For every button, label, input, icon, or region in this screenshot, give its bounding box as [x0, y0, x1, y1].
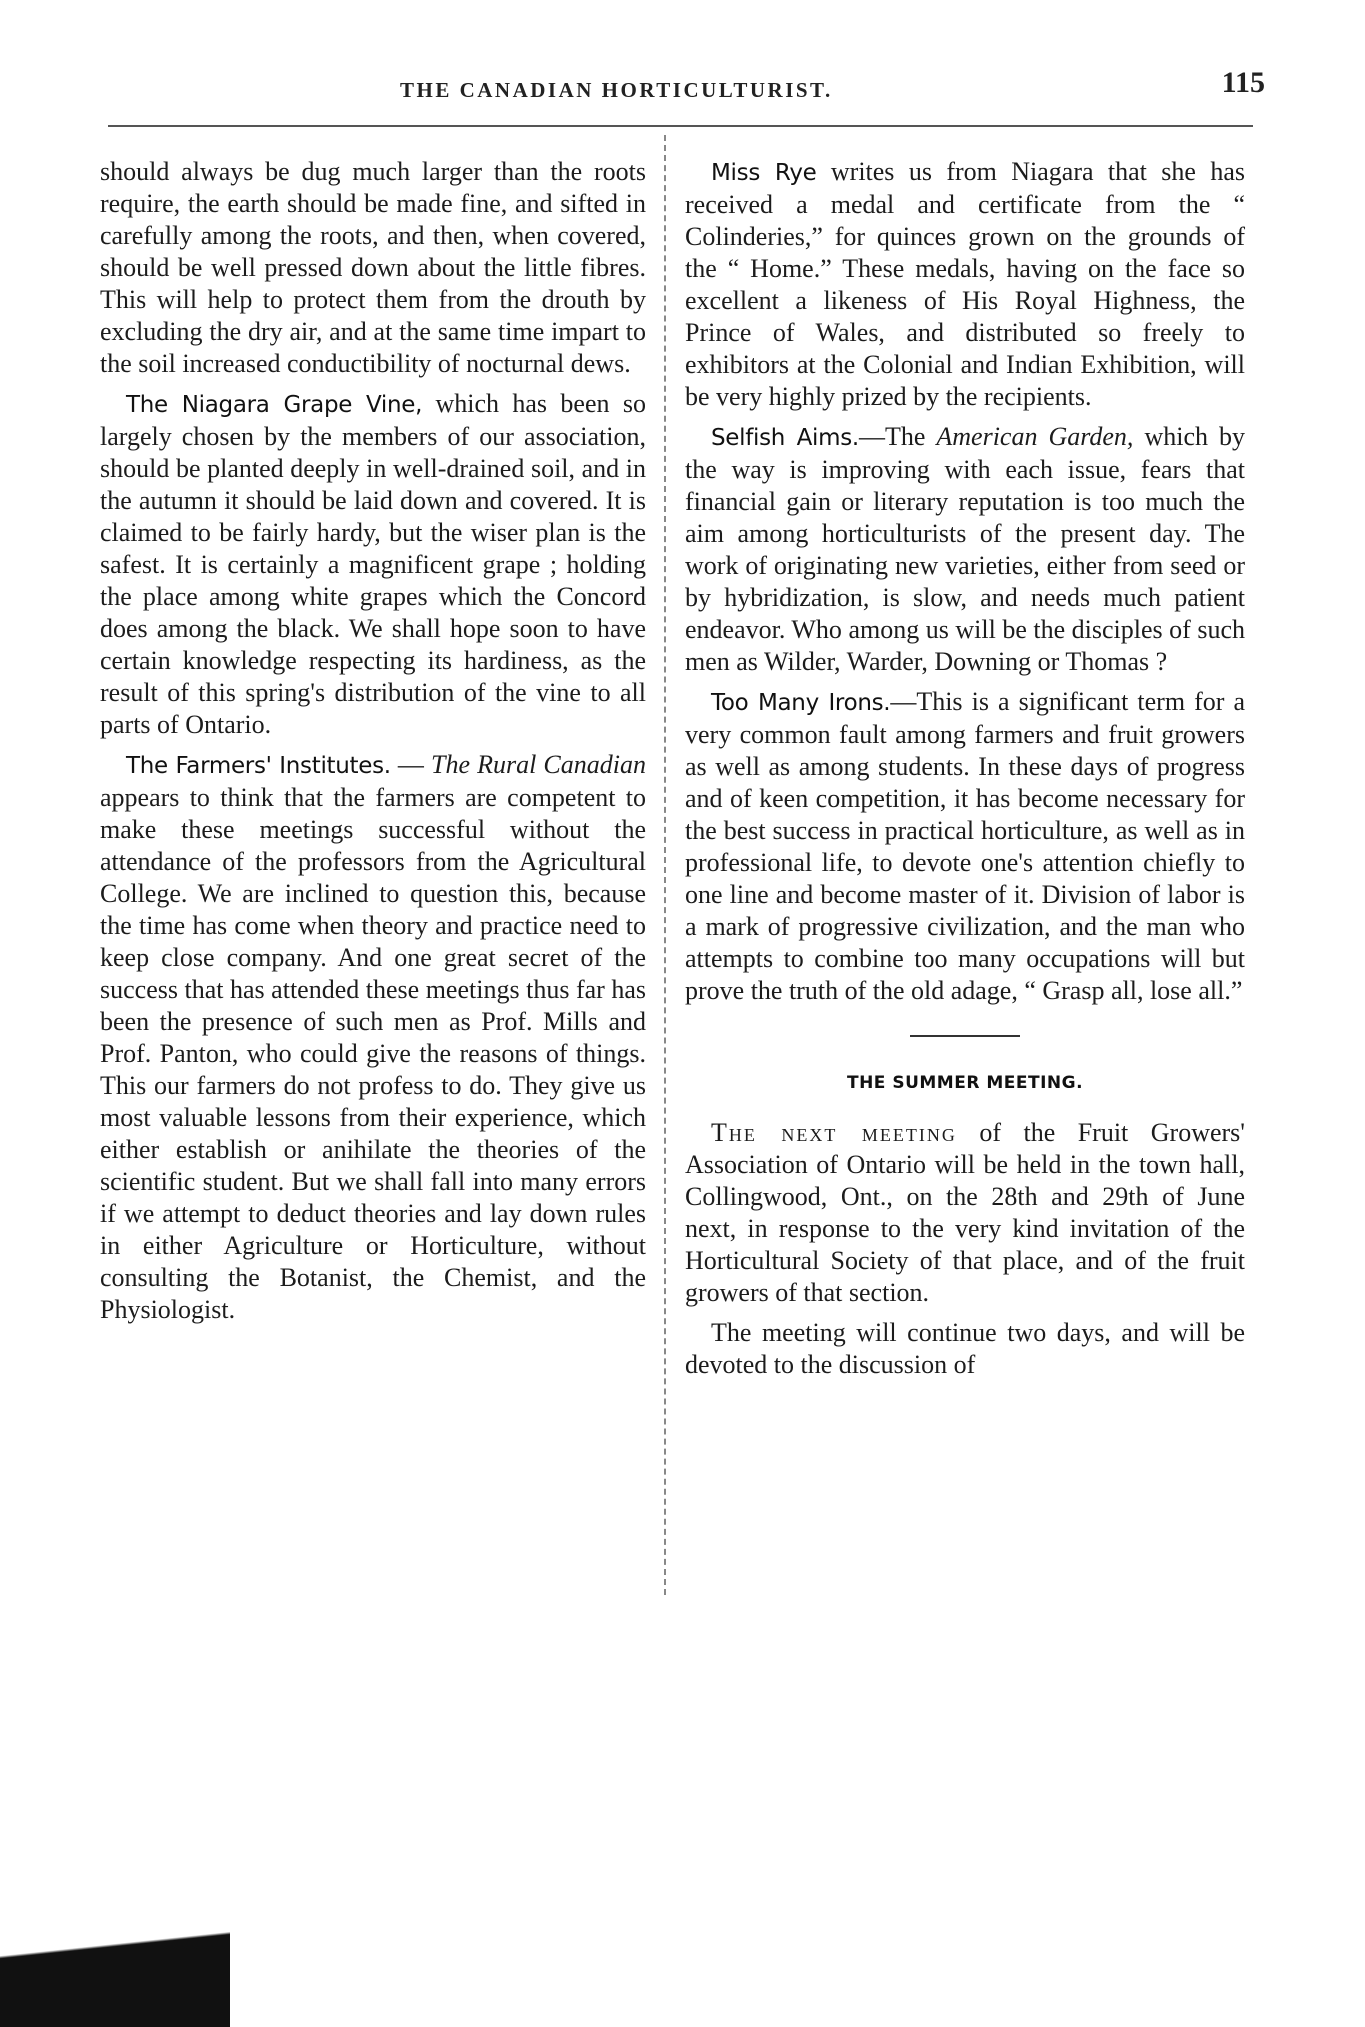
right-column [685, 156, 1245, 1381]
selfish-italic: American Garden, [936, 422, 1134, 451]
institutes-heading: The Farmers' Institutes. [126, 753, 391, 779]
institutes-dash: — [390, 750, 431, 779]
selfish-dash: —The [858, 422, 937, 451]
continued-paragraph [100, 156, 646, 380]
selfish-body: which by the way is improving with each issue, fears that financial gain or literary reputation is too much the aim among horticulturists of the present day. The work of originating new varieties, either from seed or by hybridization, is slow, and needs much patient endeavor. Who among us will be the disciples of such men as Wilder, Warder, Downing or Thomas ? [685, 422, 1245, 676]
running-header-title: THE CANADIAN HORTICULTURIST. [400, 78, 833, 102]
institutes-paragraph [100, 749, 646, 1326]
rye-body: writes us from Niagara that she has received a medal and certificate from the “ Colinderies,” for quinces grown on the grounds of the “ Home.” These medals, having on the face so excellent a likeness of His Royal Highness, the Prince of Wales, and distributed so freely to exhibitors at the Colonial and Indian Exhibition, will be very highly prized by the recipients. [685, 157, 1246, 411]
rye-paragraph [685, 156, 1245, 413]
section-separator-rule [910, 1035, 1020, 1037]
scan-corner-shadow [0, 1915, 230, 2027]
column-divider [664, 135, 666, 1595]
irons-body: —This is a significant term for a very common fault among farmers and fruit growers as well as among students. In these days of progress and of keen competition, it has become necessary for the best success in practical horticulture, as well as in professional life, to devote one's attention chiefly to one line and become master of it. Division of labor is a mark of progressive civilization, and the man who attempts to combine too many occupations will but prove the truth of the old adage, “ Grasp all, lose all.” [685, 687, 1246, 1005]
summer-opening: The next meeting [711, 1118, 957, 1147]
niagara-body: which has been so largely chosen by the members of our association, should be planted deeply in well-drained soil, and in the autumn it should be laid down and covered. It is claimed to be fairly hardy, but the wiser plan is the safest. It is certainly a magnificent grape ; holding the place among white grapes which the Concord does among the black. We shall hope soon to have certain knowledge respecting its hardiness, as the result of this spring's distribution of the vine to all parts of Ontario. [100, 389, 646, 739]
continued-text: should always be dug much larger than the roots require, the earth should be made fine, and sifted in carefully among the roots, and then, when covered, should be well pressed down about the little fibres. This will help to protect them from the drouth by excluding the dry air, and at the same time impart to the soil increased conductibility of nocturnal dews. [100, 157, 646, 378]
rye-heading: Miss Rye [711, 160, 817, 186]
summer-body-1: of the Fruit Growers' Association of Ontario will be held in the town hall, Collingwood, Ont., on the 28th and 29th of June next, in response to the very kind invitation of the Horticultural Society of that place, and of the fruit growers of that section. [685, 1118, 1245, 1307]
institutes-body: appears to think that the farmers are competent to make these meetings successful without the attendance of the professors from the Agricultural College. We are inclined to question this, because the time has come when theory and practice need to keep close company. And one great secret of the success that has attended these meetings thus far has been the presence of such men as Prof. Mills and Prof. Panton, who could give the reasons of things. This our farmers do not profess to do. They give us most valuable lessons from their experience, which either establish or anihilate the theories of the scientific student. But we shall fall into many errors if we attempt to deduct theories and lay down rules in either Agriculture or Horticulture, without consulting the Botanist, the Chemist, and the Physiologist. [100, 783, 646, 1324]
institutes-italic: The Rural Canadian [431, 750, 646, 779]
selfish-heading: Selfish Aims. [711, 425, 859, 451]
niagara-paragraph [100, 388, 646, 741]
niagara-heading: The Niagara Grape Vine, [126, 392, 423, 418]
page-number: 115 [1221, 66, 1265, 99]
left-column [100, 156, 646, 1326]
selfish-paragraph [685, 421, 1245, 678]
irons-heading: Too Many Irons. [711, 690, 891, 716]
summer-paragraph-2 [685, 1317, 1245, 1381]
section-heading: THE SUMMER MEETING. [846, 1073, 1084, 1093]
summer-paragraph-1 [685, 1117, 1245, 1309]
irons-paragraph [685, 686, 1245, 1007]
header-rule [108, 125, 1253, 127]
summer-body-2: The meeting will continue two days, and will be devoted to the discussion of [685, 1318, 1245, 1379]
